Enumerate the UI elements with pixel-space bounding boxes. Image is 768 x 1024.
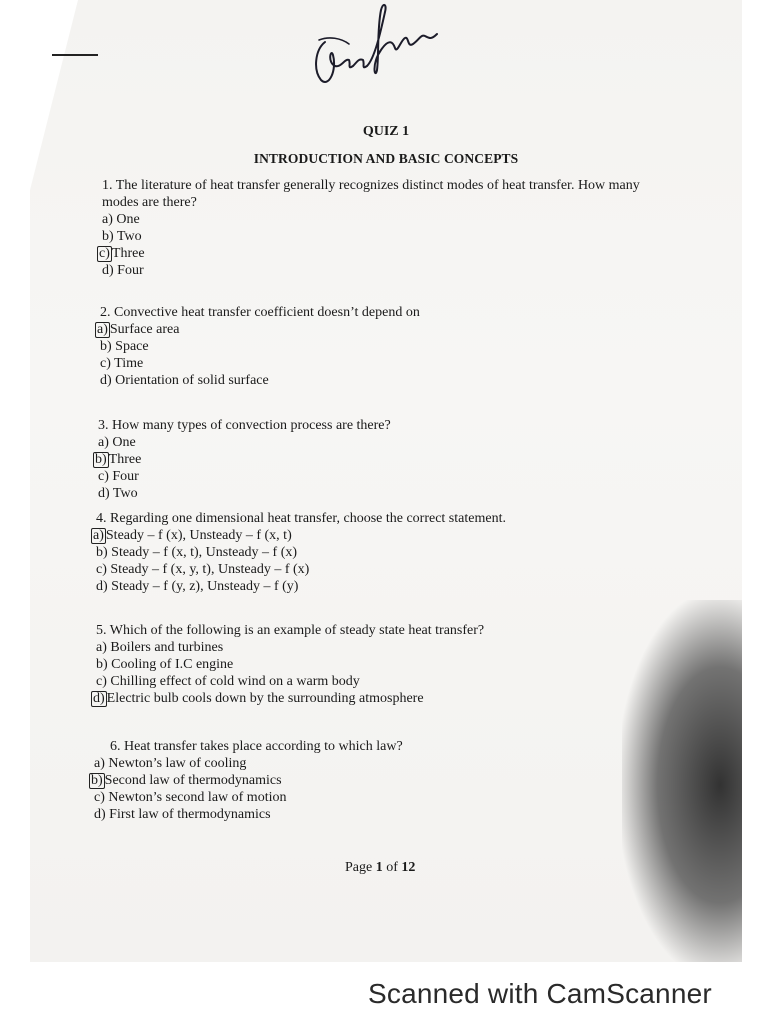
answer-mark-box: b) [95, 452, 107, 467]
option-text: Second law of thermodynamics [104, 773, 282, 788]
option-text: One [108, 435, 136, 450]
option-d [93, 690, 656, 707]
answer-mark-box: a) [93, 528, 104, 543]
page-current: 1 [375, 860, 383, 875]
answer-mark-box: d) [93, 691, 105, 706]
question-4 [93, 510, 656, 595]
option-text: Steady – f (x, y, t), Unsteady – f (x) [106, 562, 310, 577]
option-letter: c) [98, 469, 109, 484]
option-text: Surface area [109, 322, 180, 337]
question-text: 1. The literature of heat transfer generally recognizes distinct modes of heat transfer. How many modes are there? [102, 178, 640, 210]
option-text: Four [108, 469, 139, 484]
option-text: Cooling of I.C engine [107, 657, 234, 672]
page-of: of [382, 860, 402, 875]
option-b [96, 544, 656, 561]
option-letter: d) [102, 263, 114, 278]
option-letter: d) [100, 373, 112, 388]
page-label: Page [345, 860, 376, 875]
option-text: Two [113, 229, 142, 244]
option-letter: c) [94, 790, 105, 805]
option-b [100, 338, 660, 355]
question-2 [97, 304, 660, 389]
option-text: Steady – f (y, z), Unsteady – f (y) [107, 579, 299, 594]
option-a [96, 639, 656, 656]
quiz-content [30, 0, 742, 962]
option-text: Newton’s second law of motion [104, 790, 287, 805]
option-c [100, 355, 660, 372]
answer-mark-box: a) [97, 322, 108, 337]
option-b [102, 228, 662, 245]
option-letter: d) [96, 579, 108, 594]
option-text: Steady – f (x, t), Unsteady – f (x) [107, 545, 298, 560]
option-a [97, 321, 660, 338]
option-text: Three [111, 246, 145, 261]
option-d [102, 262, 662, 279]
option-letter: b) [96, 657, 108, 672]
quiz-subtitle: INTRODUCTION AND BASIC CONCEPTS [253, 151, 519, 166]
option-letter: b) [100, 339, 112, 354]
option-text: One [112, 212, 140, 227]
option-letter: d) [94, 807, 106, 822]
option-d [100, 372, 660, 389]
option-d [94, 806, 654, 823]
question-6 [91, 738, 654, 823]
option-d [96, 578, 656, 595]
camscanner-watermark: Scanned with CamScanner [368, 978, 712, 1009]
option-text: Chilling effect of cold wind on a warm body [106, 674, 360, 689]
option-a [94, 755, 654, 772]
option-text: Two [109, 486, 138, 501]
option-c [94, 789, 654, 806]
answer-mark-box: b) [91, 773, 103, 788]
option-c [96, 561, 656, 578]
option-text: Boilers and turbines [106, 640, 224, 655]
option-text: Orientation of solid surface [111, 373, 269, 388]
option-letter: b) [96, 545, 108, 560]
option-text: Three [108, 452, 142, 467]
option-a [102, 211, 662, 228]
option-text: First law of thermodynamics [105, 807, 271, 822]
option-letter: c) [100, 356, 111, 371]
option-d [98, 485, 658, 502]
quiz-title: QUIZ 1 [362, 124, 410, 139]
question-5 [93, 622, 656, 707]
option-c [99, 245, 662, 262]
option-a [93, 527, 656, 544]
option-a [98, 434, 658, 451]
option-text: Electric bulb cools down by the surrounding atmosphere [106, 691, 424, 706]
option-text: Steady – f (x), Unsteady – f (x, t) [105, 528, 292, 543]
option-text: Four [113, 263, 144, 278]
question-text: 4. Regarding one dimensional heat transfer, choose the correct statement. [96, 511, 506, 526]
option-b [91, 772, 654, 789]
question-text: 2. Convective heat transfer coefficient doesn’t depend on [100, 305, 420, 320]
option-text: Newton’s law of cooling [104, 756, 247, 771]
option-letter: a) [98, 435, 109, 450]
option-letter: c) [96, 674, 107, 689]
question-text: 6. Heat transfer takes place according to which law? [110, 739, 403, 754]
question-1 [99, 177, 662, 279]
page-number [345, 860, 415, 876]
answer-mark-box: c) [99, 246, 110, 261]
option-c [96, 673, 656, 690]
option-letter: b) [102, 229, 114, 244]
option-letter: d) [98, 486, 110, 501]
option-b [96, 656, 656, 673]
option-text: Time [110, 356, 144, 371]
option-letter: a) [102, 212, 113, 227]
option-b [95, 451, 658, 468]
option-letter: a) [96, 640, 107, 655]
scanned-page [30, 0, 742, 962]
question-3 [95, 417, 658, 502]
question-text: 5. Which of the following is an example of steady state heat transfer? [96, 623, 485, 638]
option-letter: c) [96, 562, 107, 577]
page-total: 12 [401, 860, 416, 875]
option-c [98, 468, 658, 485]
option-text: Space [111, 339, 149, 354]
option-letter: a) [94, 756, 105, 771]
question-text: 3. How many types of convection process are there? [98, 418, 391, 433]
